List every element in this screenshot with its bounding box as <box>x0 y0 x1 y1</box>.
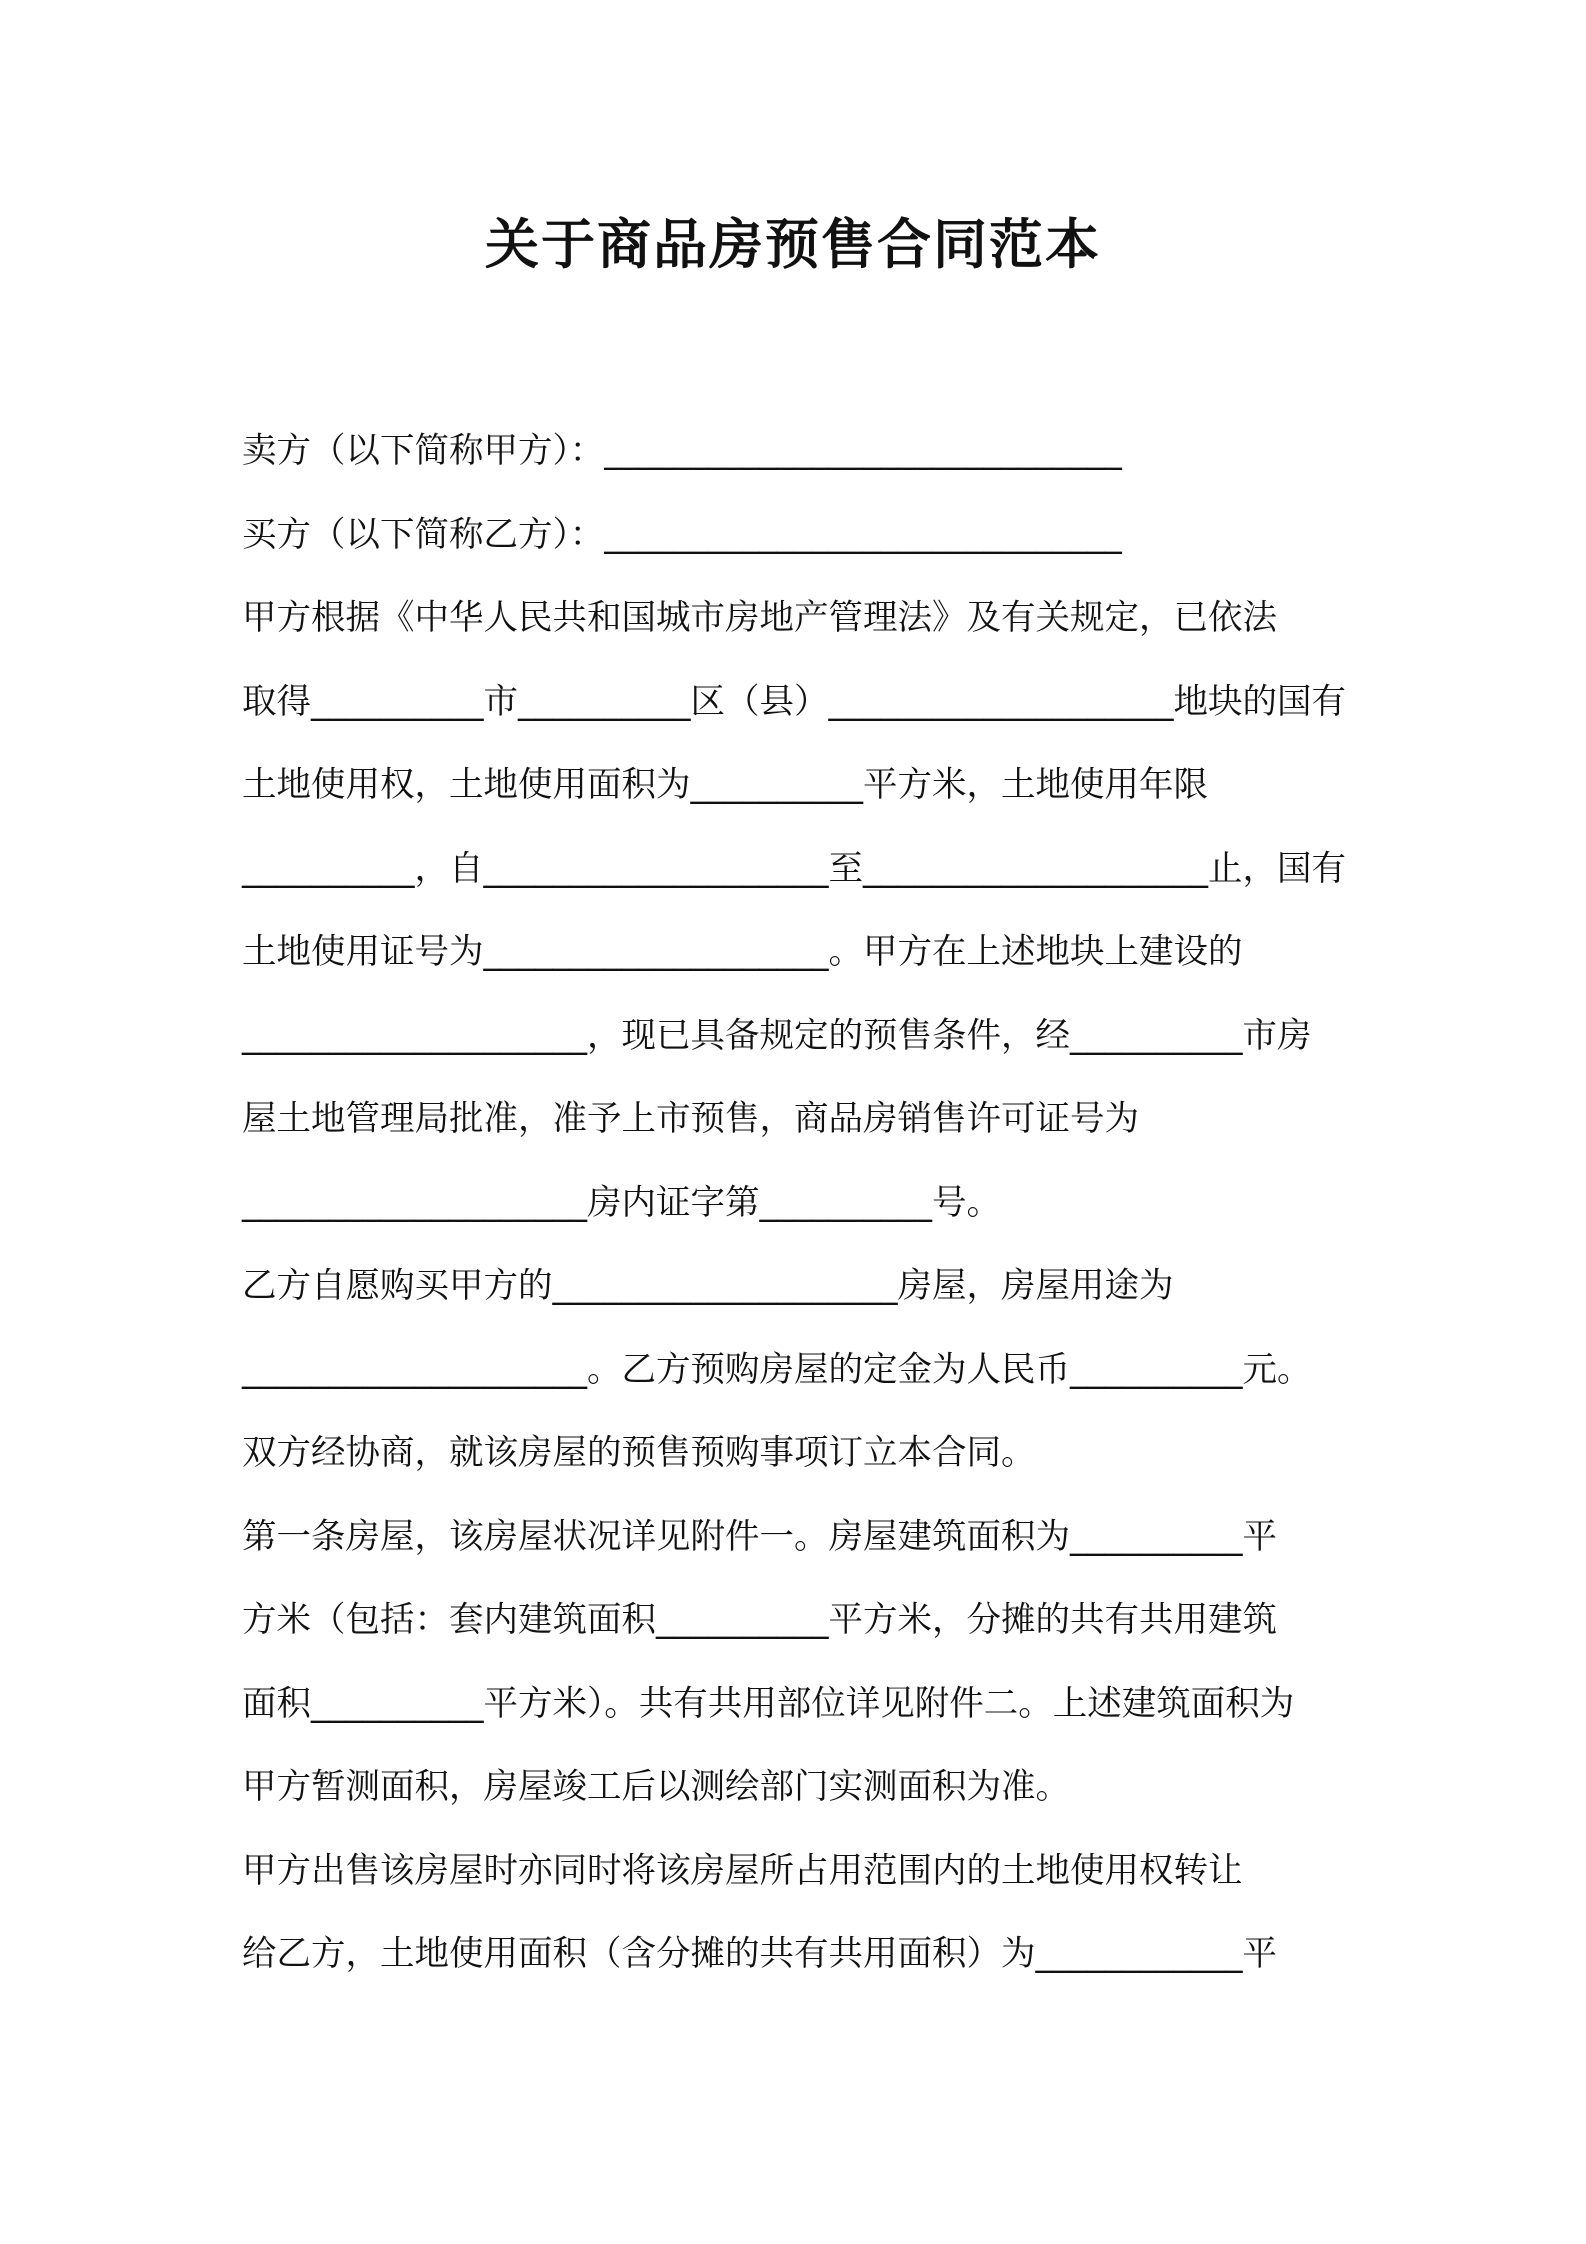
text-line: 双方经协商，就该房屋的预售预购事项订立本合同。 <box>242 1433 1036 1473</box>
article-one-line: 第一条房屋，该房屋状况详见附件一。房屋建筑面积为__________平 <box>242 1516 1277 1557</box>
buyer-line: 买方（以下简称乙方）：______________________________ <box>242 514 1122 555</box>
text-line: 屋土地管理局批准，准予上市预售，商品房销售许可证号为 <box>242 1099 1139 1139</box>
text-line: 土地使用证号为____________________。甲方在上述地块上建设的 <box>242 932 1243 972</box>
text-line: 给乙方，土地使用面积（含分摊的共有共用面积）为____________平 <box>242 1934 1277 1974</box>
document-title: 关于商品房预售合同范本 <box>485 213 1101 276</box>
document-body <box>242 410 1357 1997</box>
text-line: 乙方自愿购买甲方的____________________房屋，房屋用途为 <box>242 1266 1174 1306</box>
text-line: 甲方根据《中华人民共和国城市房地产管理法》及有关规定，已依法 <box>242 598 1277 638</box>
text-line: 方米（包括：套内建筑面积__________平方米，分摊的共有共用建筑 <box>242 1600 1277 1640</box>
text-line: 甲方暂测面积，房屋竣工后以测绘部门实测面积为准。 <box>242 1767 1070 1807</box>
text-line: 土地使用权，土地使用面积为__________平方米，土地使用年限 <box>242 765 1208 805</box>
text-line: 甲方出售该房屋时亦同时将该房屋所占用范围内的土地使用权转让 <box>242 1850 1243 1891</box>
text-line: ____________________房内证字第__________号。 <box>242 1182 1001 1223</box>
text-line: 取得__________市__________区（县）____________________地块的国有 <box>242 681 1346 722</box>
text-line: ____________________。乙方预购房屋的定金为人民币__________元。 <box>242 1349 1312 1390</box>
text-line: 面积__________平方米）。共有共用部位详见附件二。上述建筑面积为 <box>242 1683 1295 1724</box>
seller-line: 卖方（以下简称甲方）：______________________________ <box>242 431 1122 471</box>
text-line: ____________________，现已具备规定的预售条件，经__________市房 <box>242 1015 1312 1056</box>
text-line: __________，自____________________至____________________止，国有 <box>242 848 1346 889</box>
